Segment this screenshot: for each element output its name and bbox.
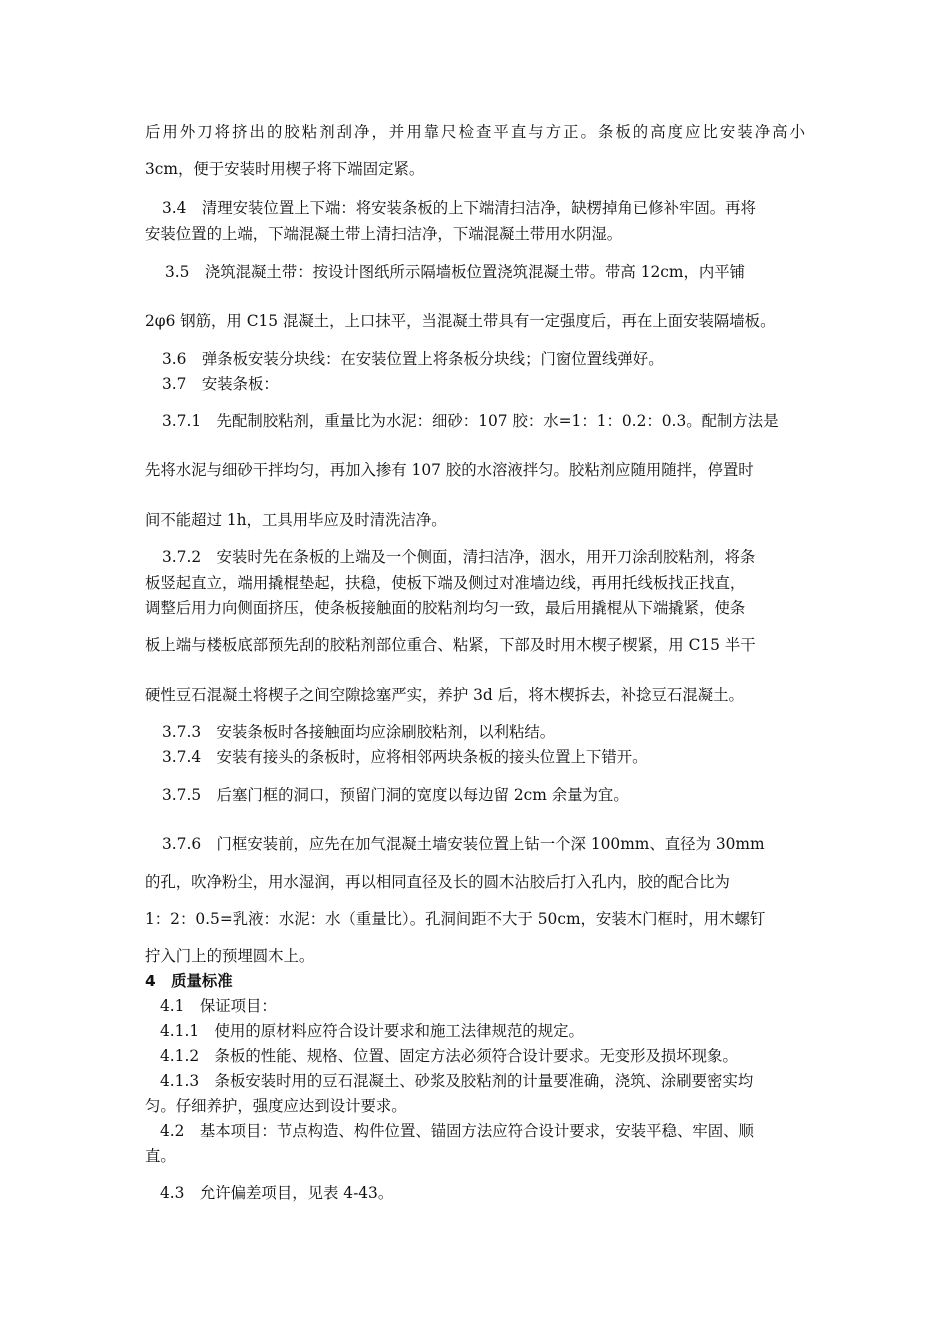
text-line: 先将水泥与细砂干拌均匀，再加入掺有 107 胶的水溶液拌匀。胶粘剂应随用随拌，停置时 xyxy=(145,461,754,479)
text-line: 1：2：0.5=乳液：水泥：水（重量比）。孔洞间距不大于 50cm，安装木门框时，用木螺钉 xyxy=(145,910,766,928)
text-line: 拧入门上的预埋圆木上。 xyxy=(145,947,315,965)
text-line: 4.2 基本项目：节点构造、构件位置、锚固方法应符合设计要求，安装平稳、牢固、顺 xyxy=(160,1122,754,1140)
text-line: 3.7.3 安装条板时各接触面均应涂刷胶粘剂，以利粘结。 xyxy=(162,723,556,741)
text-line: 调整后用力向侧面挤压，使条板接触面的胶粘剂均匀一致，最后用撬棍从下端撬紧，使条 xyxy=(145,599,746,617)
text-line: 直。 xyxy=(145,1147,176,1165)
text-line: 3.4 清理安装位置上下端：将安装条板的上下端清扫洁净，缺楞掉角已修补牢固。再将 xyxy=(162,199,756,217)
text-line: 3cm，便于安装时用楔子将下端固定紧。 xyxy=(145,160,425,178)
text-line: 硬性豆石混凝土将楔子之间空隙捻塞严实，养护 3d 后，将木楔拆去，补捻豆石混凝土。 xyxy=(145,686,744,704)
text-line: 的孔，吹净粉尘，用水湿润，再以相同直径及长的圆木沾胶后打入孔内，胶的配合比为 xyxy=(145,873,730,891)
text-line: 4.3 允许偏差项目，见表 4-43。 xyxy=(160,1184,394,1202)
text-line: 3.7.4 安装有接头的条板时，应将相邻两块条板的接头位置上下错开。 xyxy=(162,748,648,766)
text-line: 4.1.2 条板的性能、规格、位置、固定方法必须符合设计要求。无变形及损坏现象。 xyxy=(160,1047,738,1065)
text-line: 板竖起直立，端用撬棍垫起，扶稳，使板下端及侧过对准墙边线，再用托线板找正找直， xyxy=(145,574,746,592)
text-line: 2φ6 钢筋，用 C15 混凝土，上口抹平，当混凝土带具有一定强度后，再在上面安装隔墙板。 xyxy=(145,312,776,330)
text-line: 安装位置的上端，下端混凝土带上清扫洁净，下端混凝土带用水阴湿。 xyxy=(145,225,623,243)
text-line: 间不能超过 1h，工具用毕应及时清洗洁净。 xyxy=(145,511,447,529)
text-line: 3.7.6 门框安装前，应先在加气混凝土墙安装位置上钻一个深 100mm、直径为 30mm xyxy=(162,835,765,853)
text-line: 3.7.2 安装时先在条板的上端及一个侧面，清扫洁净，洇水，用开刀涂刮胶粘剂，将条 xyxy=(162,548,756,566)
text-line: 3.6 弹条板安装分块线：在安装位置上将条板分块线；门窗位置线弹好。 xyxy=(162,350,664,368)
text-line: 4.1.3 条板安装时用的豆石混凝土、砂浆及胶粘剂的计量要准确，浇筑、涂刷要密实均 xyxy=(160,1072,754,1090)
text-line: 板上端与楼板底部预先刮的胶粘剂部位重合、粘紧，下部及时用木楔子楔紧，用 C15 半干 xyxy=(145,636,756,654)
text-line: 3.7.5 后塞门框的洞口，预留门洞的宽度以每边留 2cm 余量为宜。 xyxy=(162,786,629,804)
text-line: 匀。仔细养护，强度应达到设计要求。 xyxy=(145,1097,407,1115)
section-heading: 4 质量标准 xyxy=(145,972,233,990)
text-line: 4.1.1 使用的原材料应符合设计要求和施工法律规范的规定。 xyxy=(160,1022,584,1040)
text-line: 3.5 浇筑混凝土带：按设计图纸所示隔墙板位置浇筑混凝土带。带高 12cm，内平铺 xyxy=(165,263,746,281)
text-line: 后用外刀将挤出的胶粘剂刮净，并用靠尺检查平直与方正。条板的高度应比安装净高小 xyxy=(145,123,805,141)
text-line: 3.7 安装条板： xyxy=(162,375,279,393)
text-line: 4.1 保证项目： xyxy=(160,997,277,1015)
text-line: 3.7.1 先配制胶粘剂，重量比为水泥：细砂：107 胶：水=1：1：0.2：0.3。配制方法是 xyxy=(162,412,779,430)
